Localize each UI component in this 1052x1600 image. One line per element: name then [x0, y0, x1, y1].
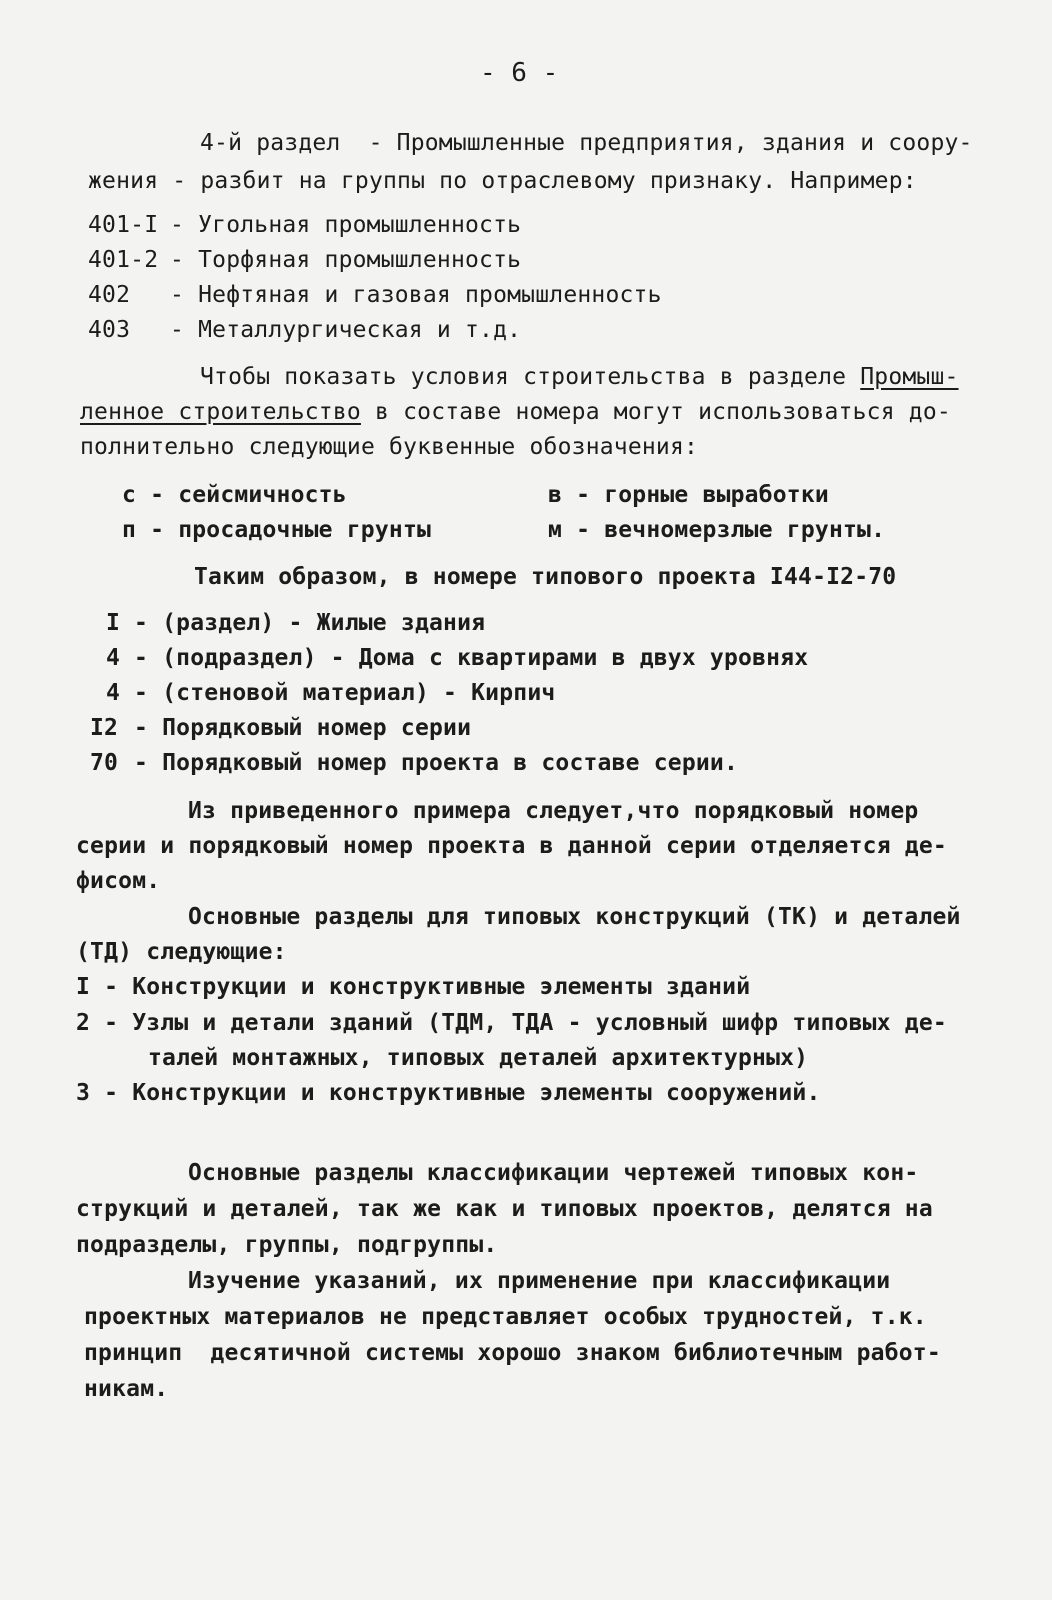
group-text-3: - Нефтяная и газовая промышленность: [170, 282, 662, 308]
group-text-2: - Торфяная промышленность: [170, 247, 522, 273]
group-code-3: 402: [88, 282, 131, 308]
group-text-4: - Металлургическая и т.д.: [170, 317, 522, 343]
page-number: - 6 -: [480, 58, 559, 88]
conditions-underlined-2: ленное строительство: [80, 399, 361, 425]
conditions-line1: [200, 364, 959, 390]
study-line1: Изучение указаний, их применение при классификации: [188, 1268, 891, 1294]
tk-line1: Основные разделы для типовых конструкций (ТК) и деталей: [188, 904, 961, 930]
example-code-5: 70: [90, 750, 119, 776]
classif-line2: струкций и деталей, так же как и типовых проектов, делятся на: [76, 1196, 933, 1222]
example-text-5: - Порядковый номер проекта в составе серии.: [134, 750, 739, 776]
letter-right-1: в - горные выработки: [548, 482, 829, 508]
study-line3: принцип десятичной системы хорошо знаком библиотечным работ-: [84, 1340, 941, 1366]
section4-line1: 4-й раздел - Промышленные предприятия, здания и соору-: [200, 130, 973, 156]
example-text-2: - (подраздел) - Дома с квартирами в двух уровнях: [134, 645, 809, 671]
tk-item-3: 3 - Конструкции и конструктивные элементы сооружений.: [76, 1080, 821, 1106]
group-code-4: 403: [88, 317, 131, 343]
example-code-3: 4: [106, 680, 121, 706]
example-text-1: - (раздел) - Жилые здания: [134, 610, 486, 636]
conditions-line3: полнительно следующие буквенные обозначения:: [80, 434, 699, 460]
conditions-underlined-1: Промыш-: [860, 364, 959, 390]
example-text-4: - Порядковый номер серии: [134, 715, 472, 741]
example-text-3: - (стеновой материал) - Кирпич: [134, 680, 556, 706]
tk-item-1: I - Конструкции и конструктивные элементы зданий: [76, 974, 751, 1000]
study-line4: никам.: [84, 1376, 169, 1402]
conditions-line2: [80, 399, 951, 425]
group-text-1: - Угольная промышленность: [170, 212, 522, 238]
hyphen-line2: серии и порядковый номер проекта в данной серии отделяется де-: [76, 833, 947, 859]
classif-line3: подразделы, группы, подгруппы.: [76, 1232, 498, 1258]
hyphen-line1: Из приведенного примера следует,что порядковый номер: [188, 798, 919, 824]
letter-left-2: п - просадочные грунты: [122, 517, 432, 543]
example-code-2: 4: [106, 645, 121, 671]
example-code-4: I2: [90, 715, 119, 741]
tk-item-2a: 2 - Узлы и детали зданий (ТДМ, ТДА - условный шифр типовых де-: [76, 1010, 947, 1036]
classif-line1: Основные разделы классификации чертежей типовых кон-: [188, 1160, 919, 1186]
tk-line2: (ТД) следующие:: [76, 939, 287, 965]
group-code-2: 401-2: [88, 247, 159, 273]
section4-line2: жения - разбит на группы по отраслевому признаку. Например:: [88, 168, 917, 194]
hyphen-line3: фисом.: [76, 868, 161, 894]
example-code-1: I: [106, 610, 121, 636]
conditions-line1-text: Чтобы показать условия строительства в разделе: [200, 364, 861, 390]
tk-item-2b: талей монтажных, типовых деталей архитектурных): [148, 1045, 809, 1071]
group-code-1: 401-I: [88, 212, 159, 238]
conditions-line2-text: в составе номера могут использоваться до-: [360, 399, 951, 425]
study-line2: проектных материалов не представляет особых трудностей, т.к.: [84, 1304, 927, 1330]
letter-right-2: м - вечномерзлые грунты.: [548, 517, 886, 543]
letter-left-1: с - сейсмичность: [122, 482, 347, 508]
example-intro: Таким образом, в номере типового проекта I44-I2-70: [194, 564, 897, 590]
